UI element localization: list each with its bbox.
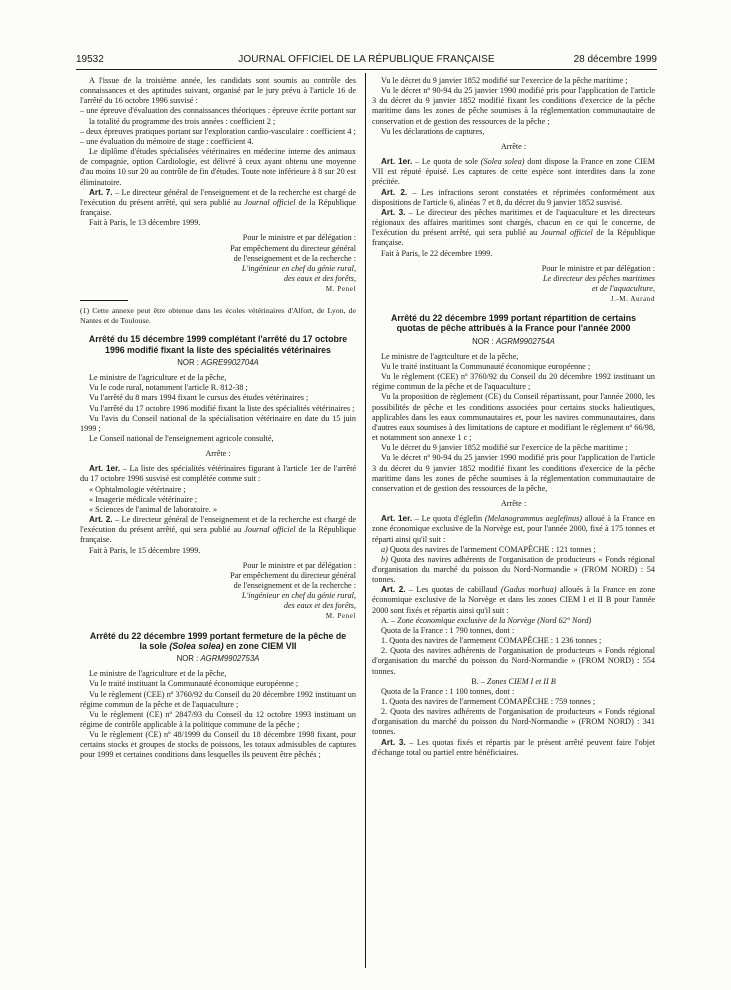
left-column [80,76,356,761]
visa-line: Vu le règlement (CEE) nº 3760/92 du Conseil du 20 décembre 1992 instituant un régime commun de la pêche et de l'aquaculture ; [372,372,655,392]
quota-total: Quota de la France : 1 100 tonnes, dont : [381,686,515,696]
signature-block: Pour le ministre et par délégation : Par empêchement du directeur général de l'enseignement et de la recherche : L'ingénieur en chef du génie rural, des eaux et des forêts, M. Penel [80,561,356,622]
arrete-heading: Arrête : [500,141,527,151]
article-3: Art. 3. – Les quotas fixés et répartis par le présent arrêté peuvent faire l'objet d'échange total ou partiel entre bénéficiaires. [372,737,655,757]
right-column [372,76,655,758]
zone-heading: A. – Zone économique exclusive de la Norvège (Nord 62° Nord) [381,615,592,625]
visa-line: Vu les déclarations de captures, [381,126,485,136]
quota-item: b) Quota des navires adhérents de l'organisation de producteurs « Fonds régional d'organisation du marché du poisson du Nord-Normandie » (FROM NORD) : 54 tonnes. [372,554,655,585]
visa-line: Vu le décret nº 90-94 du 25 janvier 1990 modifié pris pour l'application de l'article 3 du décret du 9 janvier 1852 modifié fixant les conditions d'exercice de la pêche maritime dans les zones de pêche soumises à la réglementation communautaire de conservation et de gestion des ressources de la pêche ; [372,86,655,126]
visa-line: Vu le décret du 9 janvier 1852 modifié sur l'exercice de la pêche maritime ; [381,76,628,85]
visa-line: Vu le décret nº 90-94 du 25 janvier 1990 modifié pris pour l'application de l'article 3 du décret du 9 janvier 1852 modifié fixant les conditions d'exercice de la pêche maritime dans les zones de pêche soumises à la réglementation communautaire de conservation et de gestion des ressources de la pêche, [372,453,655,493]
signature-block: Pour le ministre et par délégation : Le directeur des pêches maritimes et de l'aquaculture, J.-M. Aurand [372,264,655,305]
article-label: Art. 7. [89,187,113,197]
list-item: – deux épreuves pratiques portant sur l'exploration cardio-vasculaire : coefficient 4 ; [80,126,356,136]
list-item: « Imagerie médicale vétérinaire ; [89,494,198,504]
quota-item: 1. Quota des navires de l'armement COMAPÊCHE : 1 236 tonnes ; [381,636,602,646]
visa-line: Le ministre de l'agriculture et de la pêche, [89,373,227,383]
done-at: Fait à Paris, le 22 décembre 1999. [381,248,493,258]
list-item: « Ophtalmologie vétérinaire ; [89,484,186,494]
decree-title: Arrêté du 15 décembre 1999 complétant l'arrêté du 17 octobre 1996 modifié fixant la liste des spécialités vétérinaires [88,334,348,355]
visa-line: Le ministre de l'agriculture et de la pêche, [381,351,519,361]
visa-line: Vu le décret du 9 janvier 1852 modifié sur l'exercice de la pêche maritime ; [381,443,628,453]
signatory-name: J.-M. Aurand [610,295,655,304]
done-at: Fait à Paris, le 15 décembre 1999. [89,545,201,555]
quota-item: a) Quota des navires de l'armement COMAPÊCHE : 121 tonnes ; [381,544,596,554]
visa-line: Le ministre de l'agriculture et de la pêche, [89,669,227,679]
visa-line: Vu le règlement (CE) nº 2847/93 du Conseil du 12 octobre 1993 instituant un régime de contrôle applicable à la politique commune de la pêche ; [80,709,356,729]
article-3: Art. 3. – Le directeur des pêches maritimes et de l'aquaculture et les directeurs régionaux des affaires maritimes sont chargés, chacun en ce qui le concerne, de l'exécution du présent arrêté, qui sera publié au Journal officiel de la République française. [372,207,655,248]
list-item: « Sciences de l'animal de laboratoire. » [89,504,218,514]
article-7: Art. 7. – Le directeur général de l'enseignement et de la recherche est chargé de l'exécution du présent arrêté, qui sera publié au Journal officiel de la République française. [80,187,356,218]
issue-date: 28 décembre 1999 [573,54,657,65]
article-2: Art. 2. – Les quotas de cabillaud (Gadus morhua) alloués à la France en zone économique exclusive de la Norvège et dans les zones CIEM I et II B pour l'année 2000 sont fixés et répartis ainsi qu'il suit : [372,585,655,615]
visa-line: Vu le règlement (CE) nº 48/1999 du Conseil du 18 décembre 1998 fixant, pour certains stocks et groupes de stocks de poissons, les totaux admissibles de captures pour 1999 et certaines conditions dans lesquelles ils peuvent être pêchés ; [80,730,356,760]
decree-title: Arrêté du 22 décembre 1999 portant fermeture de la pêche de la sole (Solea solea) en zone CIEM VII [89,630,347,651]
visa-line: Vu le code rural, notamment l'article R. 812-38 ; [89,383,248,393]
zone-heading: B. – Zones CIEM I et II B [471,676,556,686]
visa-line: Vu l'avis du Conseil national de la spécialisation vétérinaire en date du 15 juin 1999 ; [80,413,356,433]
article-2: Art. 2. – Le directeur général de l'enseignement et de la recherche est chargé de l'exécution du présent arrêté, qui sera publié au Journal officiel de la République française. [80,515,356,545]
visa-line: Vu le traité instituant la Communauté économique européenne ; [381,362,591,371]
column-divider [365,73,366,968]
quota-item: 2. Quota des navires adhérents de l'organisation de producteurs « Fonds régional d'organisation du marché du poisson du Nord-Normandie » (FROM NORD) : 341 tonnes. [372,707,655,737]
visa-line: Le Conseil national de l'enseignement agricole consulté, [89,433,274,443]
signature-block: Pour le ministre et par délégation : Par empêchement du directeur général de l'enseignement et de la recherche : L'ingénieur en chef du génie rural, des eaux et des forêts, M. Penel [80,233,356,294]
nor-reference: NOR : AGRM9902753A [176,654,260,664]
visa-line: Vu la proposition de règlement (CE) du Conseil répartissant, pour l'année 2000, les possibilités de pêche et les conditions associées pour certains stocks halieutiques, applicables dans les eaux communautaires et, pour les navires communautaires, dans d'autres eaux soumises à des limitations de capture et modifiant le règlement nº 66/98, et notamment son annexe 1 c ; [372,392,655,443]
diploma-paragraph: Le diplôme d'études spécialisées vétérinaires en médecine interne des animaux de compagnie, option Cardiologie, est délivré à ceux ayant obtenu une moyenne d'au moins 10 sur 20 au contrôle de fin d'études. Toute note inférieure à 8 sur 20 est éliminatoire. [80,147,356,187]
intro-paragraph: A l'issue de la troisième année, les candidats sont soumis au contrôle des connaissances et des aptitudes suivant, organisé par le jury prévu à l'article 16 de l'arrêté du 16 octobre 1996 susvisé : [80,76,356,106]
header-rule [76,69,657,70]
list-item: – une épreuve d'évaluation des connaissances théoriques : épreuve écrite portant sur la totalité du programme des trois années : coefficient 2 ; [80,106,356,126]
visa-line: Vu le traité instituant la Communauté économique européenne ; [89,679,299,689]
quota-item: 2. Quota des navires adhérents de l'organisation de producteurs « Fonds régional d'organisation du marché du poisson du Nord-Normandie » (FROM NORD) : 554 tonnes. [372,646,655,676]
footnote: (1) Cette annexe peut être obtenue dans les écoles vétérinaires d'Alfort, de Lyon, de Nantes et de Toulouse. [80,306,356,325]
article-2: Art. 2. – Les infractions seront constatées et réprimées conformément aux dispositions de l'article 6, alinéas 7 et 8, du décret du 9 janvier 1852 susvisé. [372,187,655,207]
visa-line: Vu le règlement (CEE) nº 3760/92 du Conseil du 20 décembre 1992 instituant un régime commun de la pêche et de l'aquaculture ; [80,689,356,709]
signatory-name: M. Penel [325,285,356,294]
decree-title: Arrêté du 22 décembre 1999 portant répartition de certains quotas de pêche attribués à la France pour l'année 2000 [391,313,636,334]
arrete-heading: Arrête : [500,499,527,509]
article-1: Art. 1er. – Le quota d'églefin (Melanogrammus aeglefinus) alloué à la France en zone économique exclusive de la Norvège est, pour l'année 2000, fixé à 175 tonnes et réparti ainsi qu'il suit : [372,514,655,544]
article-1: Art. 1er. – Le quota de sole (Solea solea) dont dispose la France en zone CIEM VII est réputé épuisé. Les captures de cette espèce sont interdites dans la zone précitée. [372,157,655,187]
signatory-name: M. Penel [325,612,356,621]
article-1: Art. 1er. – La liste des spécialités vétérinaires figurant à l'article 1er de l'arrêté du 17 octobre 1996 susvisé est complétée comme suit : [80,464,356,484]
arrete-heading: Arrête : [205,449,231,459]
visa-line: Vu l'arrêté du 17 octobre 1996 modifié fixant la liste des spécialités vétérinaires ; [89,403,355,413]
nor-reference: NOR : AGRE9902704A [177,357,259,367]
nor-reference: NOR : AGRM9902754A [472,336,555,346]
footnote-rule [80,300,128,301]
done-at: Fait à Paris, le 13 décembre 1999. [89,218,201,228]
visa-line: Vu l'arrêté du 8 mars 1994 fixant le cursus des études vétérinaires ; [89,393,309,403]
quota-total: Quota de la France : 1 790 tonnes, dont : [381,625,515,635]
page-number: 19532 [76,54,104,65]
list-item: – une évaluation du mémoire de stage : coefficient 4. [80,136,254,146]
journal-title: JOURNAL OFFICIEL DE LA RÉPUBLIQUE FRANÇAISE [238,54,495,65]
quota-item: 1. Quota des navires de l'armement COMAPÊCHE : 759 tonnes ; [381,697,596,706]
page-header [76,54,657,66]
